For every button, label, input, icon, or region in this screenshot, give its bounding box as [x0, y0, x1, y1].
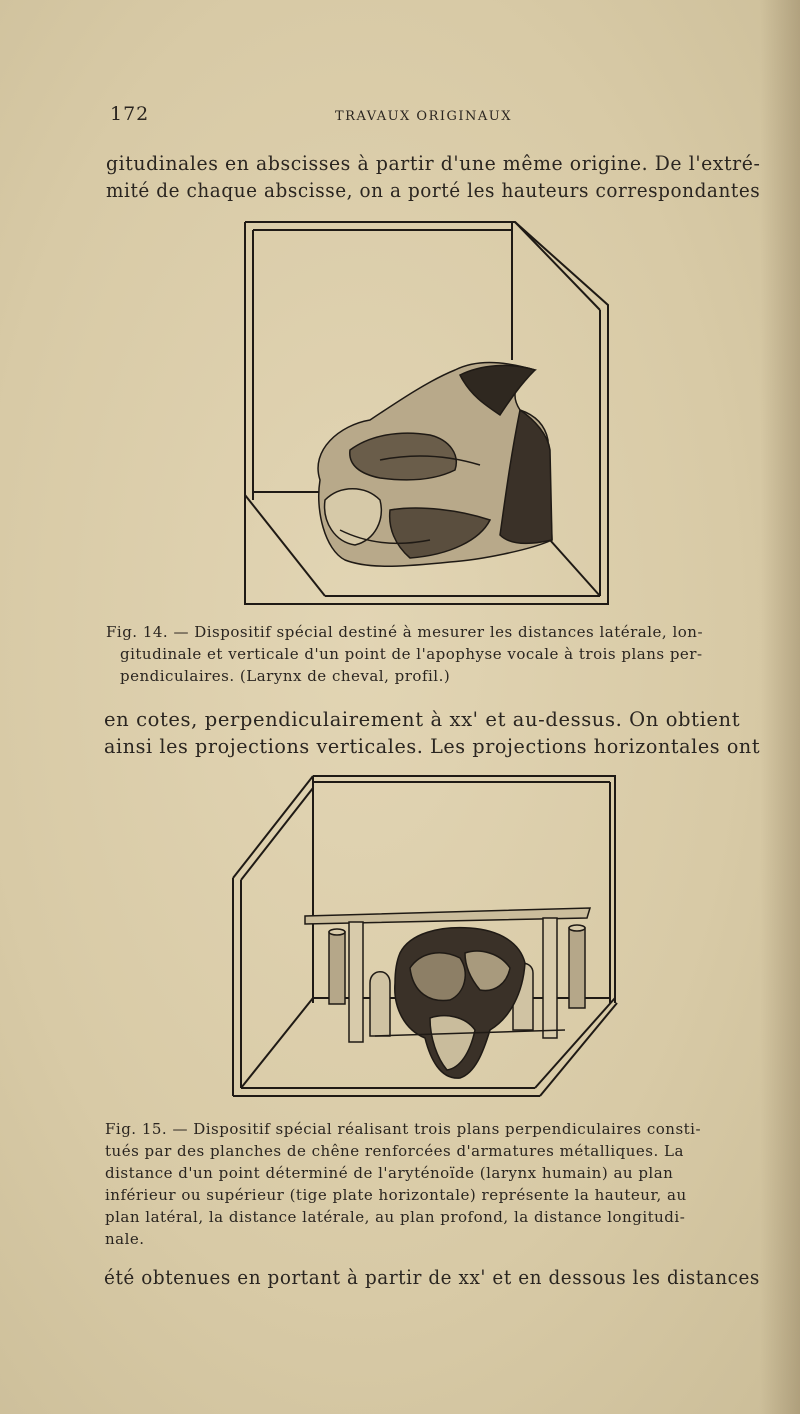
caption-line: pendiculaires. (Larynx de cheval, profil.): [120, 667, 451, 685]
larynx-specimen-human: [375, 928, 565, 1078]
caption-line: gitudinale et verticale d'un point de l'apophyse vocale à trois plans per-: [120, 645, 703, 663]
caption-line: tués par des planches de chêne renforcées d'armatures métalliques. La: [105, 1142, 684, 1160]
figure-15-illustration: [225, 768, 625, 1098]
caption-line: plan latéral, la distance latérale, au plan profond, la distance longitudi-: [105, 1208, 686, 1226]
text-line: en cotes, perpendiculairement à xx' et au-dessus. On obtient: [104, 708, 741, 731]
text-line: été obtenues en portant à partir de xx' et en dessous les distances: [104, 1266, 760, 1289]
text-line: mité de chaque abscisse, on a porté les hauteurs correspondantes: [106, 179, 761, 202]
caption-line: Fig. 14. — Dispositif spécial destiné à mesurer les distances latérale, lon-: [106, 623, 704, 641]
caption-line: inférieur ou supérieur (tige plate horizontale) représente la hauteur, au: [105, 1186, 687, 1204]
caption-line: nale.: [105, 1230, 145, 1248]
page-number: 172: [110, 103, 150, 125]
larynx-specimen-horse: [318, 363, 552, 567]
text-line: ainsi les projections verticales. Les projections horizontales ont: [104, 735, 761, 758]
caption-line: Fig. 15. — Dispositif spécial réalisant trois plans perpendiculaires consti-: [105, 1120, 702, 1138]
text-line: gitudinales en abscisses à partir d'une même origine. De l'extré-: [106, 152, 761, 175]
caption-line: distance d'un point déterminé de l'aryténoïde (larynx humain) au plan: [105, 1164, 674, 1182]
figure-14-illustration: [230, 210, 630, 610]
running-title: TRAVAUX ORIGINAUX: [335, 109, 513, 124]
